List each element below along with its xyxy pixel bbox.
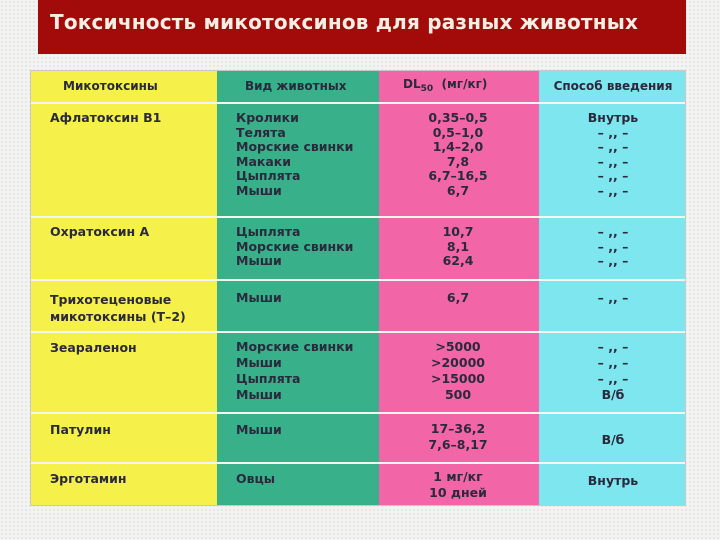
- row-routes: – ,, – – ,, – – ,, –: [597, 224, 629, 268]
- row-routes: Внутрь – ,, – – ,, – – ,, – – ,, – – ,, –: [587, 110, 639, 198]
- row-routes: – ,, –: [597, 290, 629, 305]
- row-doses: 0,35–0,5 0,5–1,0 1,4–2,0 7,8 6,7–16,5 6,7: [428, 110, 488, 198]
- row-mycotoxin: Афлатоксин B1: [50, 110, 162, 125]
- row-mycotoxin: Патулин: [50, 422, 111, 437]
- row-mycotoxin: Охратоксин А: [50, 224, 150, 239]
- row-divider: [31, 462, 685, 464]
- row-routes: В/б: [601, 432, 625, 447]
- title-bar: [38, 0, 686, 54]
- row-divider: [31, 412, 685, 414]
- header-dl50: [403, 77, 487, 97]
- header-route: Способ введения: [553, 79, 673, 93]
- column-mycotoxin: [31, 71, 217, 505]
- row-doses: 6,7: [446, 290, 470, 305]
- header-dl-subscript: 50: [420, 84, 434, 94]
- row-animals: Мыши: [236, 422, 282, 437]
- header-dl-unit: (мг/кг): [441, 77, 488, 91]
- header-dl-label: DL: [403, 77, 421, 91]
- row-animals: Морские свинки Мыши Цыплята Мыши: [236, 339, 354, 402]
- toxicity-table: [30, 70, 686, 506]
- row-doses: 10,7 8,1 62,4: [442, 224, 474, 268]
- row-animals: Мыши: [236, 290, 282, 305]
- row-doses: 1 мг/кг 10 дней: [429, 469, 487, 500]
- row-routes: – ,, – – ,, – – ,, – В/б: [597, 339, 629, 402]
- row-divider: [31, 279, 685, 281]
- row-animals: Кролики Телята Морские свинки Макаки Цыплята Мыши: [236, 110, 354, 198]
- row-routes: Внутрь: [587, 473, 639, 488]
- row-mycotoxin: Эрготамин: [50, 471, 127, 486]
- row-divider: [31, 102, 685, 104]
- row-mycotoxin: Зеараленон: [50, 340, 137, 355]
- row-animals: Овцы: [236, 471, 276, 486]
- header-animal: Вид животных: [245, 79, 347, 93]
- slide-title: Токсичность микотоксинов для разных животных: [50, 10, 639, 34]
- row-divider: [31, 216, 685, 218]
- row-doses: 17–36,2 7,6–8,17: [428, 421, 488, 452]
- row-animals: Цыплята Морские свинки Мыши: [236, 224, 354, 268]
- row-mycotoxin: Трихотеценовые микотоксины (Т–2): [50, 292, 186, 324]
- row-divider: [31, 331, 685, 333]
- header-mycotoxin: Микотоксины: [63, 79, 158, 93]
- row-doses: >5000 >20000 >15000 500: [431, 339, 485, 402]
